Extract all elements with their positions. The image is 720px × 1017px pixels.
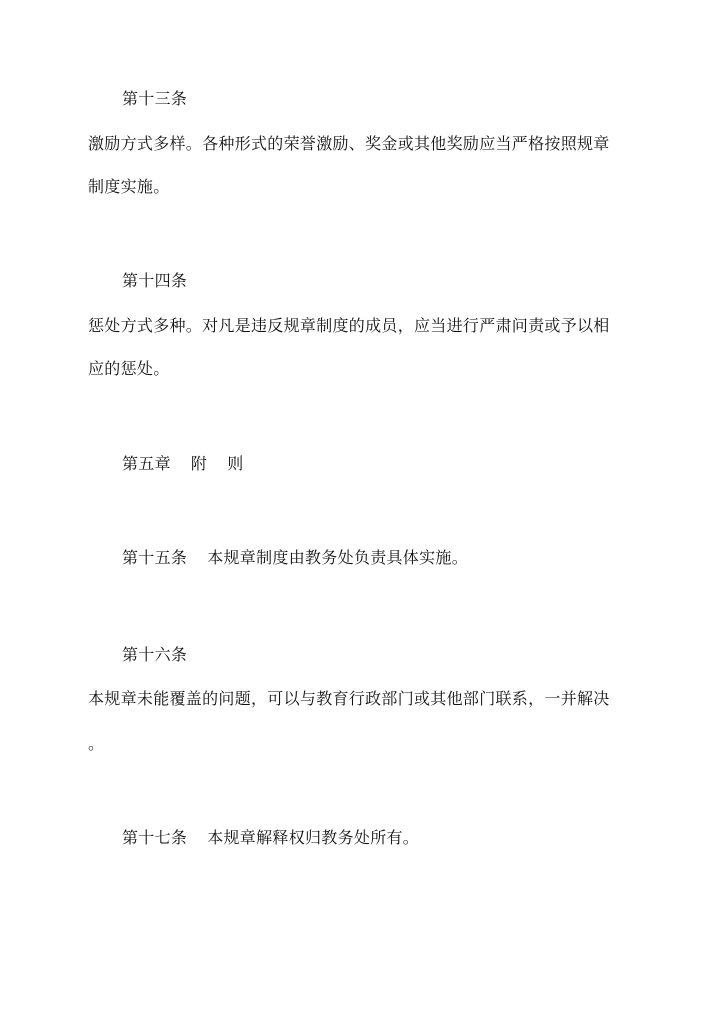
article-17-heading: 第十七条 <box>122 828 188 847</box>
article-17-text: 本规章解释权归教务处所有。 <box>207 828 420 847</box>
chapter-5-title-part-2: 则 <box>227 454 244 473</box>
article-13-text-line-1: 激励方式多样。各种形式的荣誉激励、奖金或其他奖励应当严格按照规章 <box>88 134 610 153</box>
article-14-heading: 第十四条 <box>122 271 188 290</box>
article-14-text-line-1: 惩处方式多种。对凡是违反规章制度的成员，应当进行严肃问责或予以相 <box>88 316 610 335</box>
article-13-text-line-2: 制度实施。 <box>88 177 170 196</box>
chapter-5-label: 第五章 <box>122 454 171 473</box>
article-17-line <box>122 828 682 848</box>
article-16-heading: 第十六条 <box>122 645 188 664</box>
article-13-heading: 第十三条 <box>122 89 188 108</box>
article-15-text: 本规章制度由教务处负责具体实施。 <box>207 548 469 567</box>
article-14-text-line-2: 应的惩处。 <box>88 359 170 378</box>
article-15-heading: 第十五条 <box>122 548 188 567</box>
chapter-5-heading <box>122 454 682 474</box>
chapter-5-title-part-1: 附 <box>190 454 208 473</box>
article-15-line <box>122 548 682 568</box>
article-16-text-line-2: 。 <box>88 734 105 753</box>
article-16-text-line-1: 本规章未能覆盖的问题，可以与教育行政部门或其他部门联系，一并解决 <box>88 689 610 708</box>
